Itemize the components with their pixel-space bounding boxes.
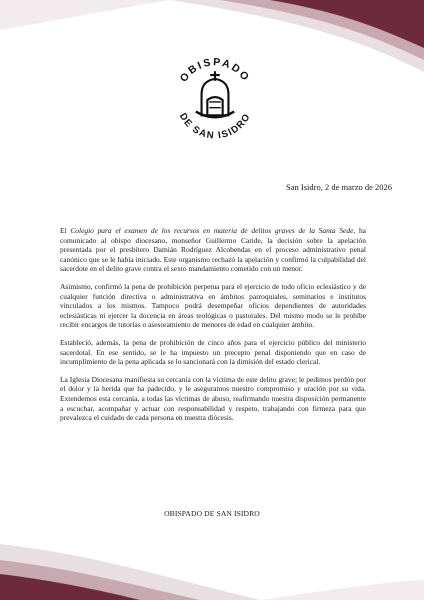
logo-text-top: OBISPADO bbox=[177, 56, 253, 85]
paragraph-4: La Iglesia Diocesana manifiesta su cercanía con la víctima de este delito grave; le pedimos perdón por el dolor y la herida que ha padecido, y le aseguramos nuestro compromiso y oración por su vida. Extendemos esta cercanía, a todas las víctimas de abuso, reafirmando nuestra disposición permanente a escuchar, acompañar y actuar con responsabilidad y respeto, trabajando con firmeza para que prevalezca el cuidado de cada persona en nuestra diócesis. bbox=[60, 374, 366, 423]
paragraph-1-lead: El bbox=[60, 226, 71, 235]
diocese-logo bbox=[167, 52, 263, 148]
logo-text-bottom: DE SAN ISIDRO bbox=[176, 111, 254, 142]
signature: OBISPADO DE SAN ISIDRO bbox=[164, 509, 260, 518]
cathedral-emblem-icon bbox=[196, 71, 234, 117]
paragraph-1 bbox=[60, 226, 366, 274]
paragraph-1-rest: , ha comunicado al obispo diocesano, monseñor Guillermo Caride, la decisión sobre la apelación presentada por el presbítero Damián Rodríguez Alcobendas en el proceso administrativo penal canónico que se le había iniciado. Este organismo rechazó la apelación y confirmó la culpabilidad del sacerdote en el delito grave contra el sexto mandamiento cometido con un menor. bbox=[60, 226, 366, 274]
paragraph-1-italic: Colegio para el examen de los recursos en materia de delitos graves de la Santa Sede bbox=[70, 226, 354, 235]
statement-body bbox=[60, 226, 366, 431]
paragraph-3: Estableció, además, la pena de prohibición de cinco años para el ejercicio público del ministerio sacerdotal. En ese sentido, se le ha impuesto un precepto penal disponiendo que en caso de incumplimiento de la pena aplicada se lo sancionará con la dimisión del estado clerical. bbox=[60, 337, 366, 367]
document-date: San Isidro, 2 de marzo de 2026 bbox=[286, 182, 392, 192]
footer-wave-decoration bbox=[0, 520, 424, 600]
paragraph-2: Asimismo, confirmó la pena de prohibición perpetua para el ejercicio de todo oficio eclesiástico y de cualquier función directiva o administrativa en ámbitos parroquiales, seminarios e institutos vinculados a los mismos. Tampoco podrá desempeñar oficios dependientes de autoridades eclesiásticas ni ejercer la docencia en áreas teológicas o pastorales. Del mismo modo se le prohíbe recibir encargos de tutorías o asesoramiento de menores de edad en cualquier ámbito. bbox=[60, 281, 366, 330]
